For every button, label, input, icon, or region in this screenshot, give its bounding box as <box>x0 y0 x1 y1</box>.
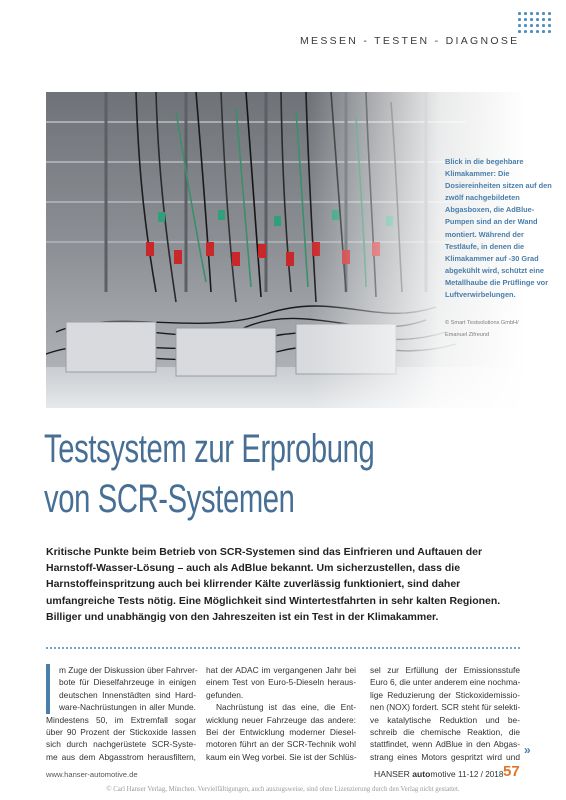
body-text-line: motoren führt an der SCR-Technik wohl <box>206 739 356 750</box>
decorative-dot <box>536 24 539 27</box>
body-text-line: ware-Nachrüstungen in aller Munde. <box>59 702 196 713</box>
decorative-dot <box>542 24 545 27</box>
decorative-dot <box>548 24 551 27</box>
decorative-dot-grid <box>518 12 554 36</box>
body-text-line: me aus dem Abgasstrom herausfiltern, <box>46 751 196 762</box>
body-text-line: nen (NOX) fordert. SCR steht für selekti- <box>370 702 521 713</box>
decorative-dot <box>524 30 527 33</box>
decorative-dot <box>548 12 551 15</box>
article-title-line: von SCR-Systemen <box>44 477 295 521</box>
body-text-line: m Zuge der Diskussion über Fahrver- <box>59 665 198 675</box>
body-text-line: wicklung neuer Fahrzeuge das andere: <box>206 714 356 725</box>
body-text-line: ve katalytische Reduktion und be- <box>370 714 520 725</box>
body-text-line: lige Reduzierung der Stickoxidemissio- <box>370 689 520 700</box>
section-header: MESSEN - TESTEN - DIAGNOSE <box>300 35 520 47</box>
photo-credit-line: Emanuel Zifreund <box>445 331 490 338</box>
brand-bold: auto <box>412 769 431 779</box>
body-text-line: Nachrüstung ist das eine, die Ent- <box>216 702 356 713</box>
page-number: 57 <box>503 763 520 780</box>
photo-credit-line: © Smart Testsolutions GmbH/ <box>445 320 519 326</box>
decorative-dot <box>518 18 521 21</box>
body-text-line: strang eines Motors gespritzt wird und <box>370 751 520 762</box>
body-text-line: sel zur Erfüllung der Emissionsstufe <box>370 665 520 675</box>
body-column-1 <box>46 664 196 763</box>
body-text-line: über 90 Prozent der Stickoxide lassen <box>46 727 196 738</box>
decorative-dot <box>518 12 521 15</box>
body-text-line: Euro 6, die unter anderem eine nochma- <box>370 677 521 688</box>
body-text-line: stattfindet, wenn AdBlue in den Abgas- <box>370 739 520 750</box>
copyright-notice: © Carl Hanser Verlag, München. Vervielfältigungen, auch auszugsweise, sind ohne Lizenzierung durch den Verlag nicht gestattet. <box>106 786 460 793</box>
body-text-line: hat der ADAC im vergangenen Jahr bei <box>206 665 356 675</box>
decorative-dot <box>524 18 527 21</box>
decorative-dot <box>530 12 533 15</box>
decorative-dot <box>524 12 527 15</box>
continue-arrow-icon: » <box>524 743 531 757</box>
footer-website[interactable]: www.hanser-automotive.de <box>46 770 138 779</box>
dotted-divider <box>46 647 520 649</box>
decorative-dot <box>536 18 539 21</box>
body-text-line: gefunden. <box>206 689 244 700</box>
decorative-dot <box>536 12 539 15</box>
body-text-line: kaum ein Weg vorbei. Sie ist der Schlüs- <box>206 751 357 762</box>
body-column-2 <box>206 664 356 763</box>
decorative-dot <box>536 30 539 33</box>
decorative-dot <box>524 24 527 27</box>
body-text-line: einem Test von Euro-5-Dieseln heraus- <box>206 677 356 688</box>
body-text-line: Mindestens 50, im Extremfall sogar <box>46 714 196 725</box>
decorative-dot <box>548 18 551 21</box>
body-text-line: schreib die chemische Reaktion, die <box>370 727 520 738</box>
body-text-line: deutschen Innenstädten sind Hard- <box>59 689 196 700</box>
footer-brand <box>374 769 503 779</box>
photo-caption: Blick in die begehbare Klimakammer: Die Dosiereinheiten sitzen auf den zwölf nachgebildeten Abgasboxen, die AdBlue-Pumpen sind an der Wand montiert. Während der Testläufe, in denen die Klimakammer auf -30 Grad abgekühlt wird, schützt eine Metallhaube die Prüflinge vor Luftverwirbelungen. <box>445 157 552 300</box>
body-text-line: bote für Dieselfahrzeuge in einigen <box>59 677 196 688</box>
article-title <box>44 424 409 524</box>
body-text-line: sich durch nachgerüstete SCR-Syste- <box>46 739 196 750</box>
decorative-dot <box>530 18 533 21</box>
decorative-dot <box>542 30 545 33</box>
photo-credit <box>445 318 560 341</box>
body-column-3 <box>370 664 520 763</box>
brand-suffix: motive <box>430 769 456 779</box>
decorative-dot <box>548 30 551 33</box>
decorative-dot <box>518 30 521 33</box>
decorative-dot <box>542 12 545 15</box>
decorative-dot <box>518 24 521 27</box>
article-title-line: Testsystem zur Erprobung <box>44 427 375 471</box>
decorative-dot <box>530 30 533 33</box>
body-text-line: Bei der Entwicklung moderner Diesel- <box>206 727 356 738</box>
decorative-dot <box>542 18 545 21</box>
article-lead: Kritische Punkte beim Betrieb von SCR-Systemen sind das Einfrieren und Auftauen der Harnstoff-Wasser-Lösung – auch als AdBlue bekannt. Um sicherzustellen, dass die Harnstoffeinspritzung auch bei klirrender Kälte zuverlässig funktioniert, sind daher umfangreiche Tests nötig. Eine Möglichkeit sind Wintertestfahrten in sehr kalten Regionen. Billiger und unabhängig von den Jahreszeiten ist ein Test in der Klimakammer. <box>46 546 501 623</box>
issue-number: 11-12 / 2018 <box>458 770 504 779</box>
brand-prefix: HANSER <box>374 769 413 779</box>
decorative-dot <box>530 24 533 27</box>
